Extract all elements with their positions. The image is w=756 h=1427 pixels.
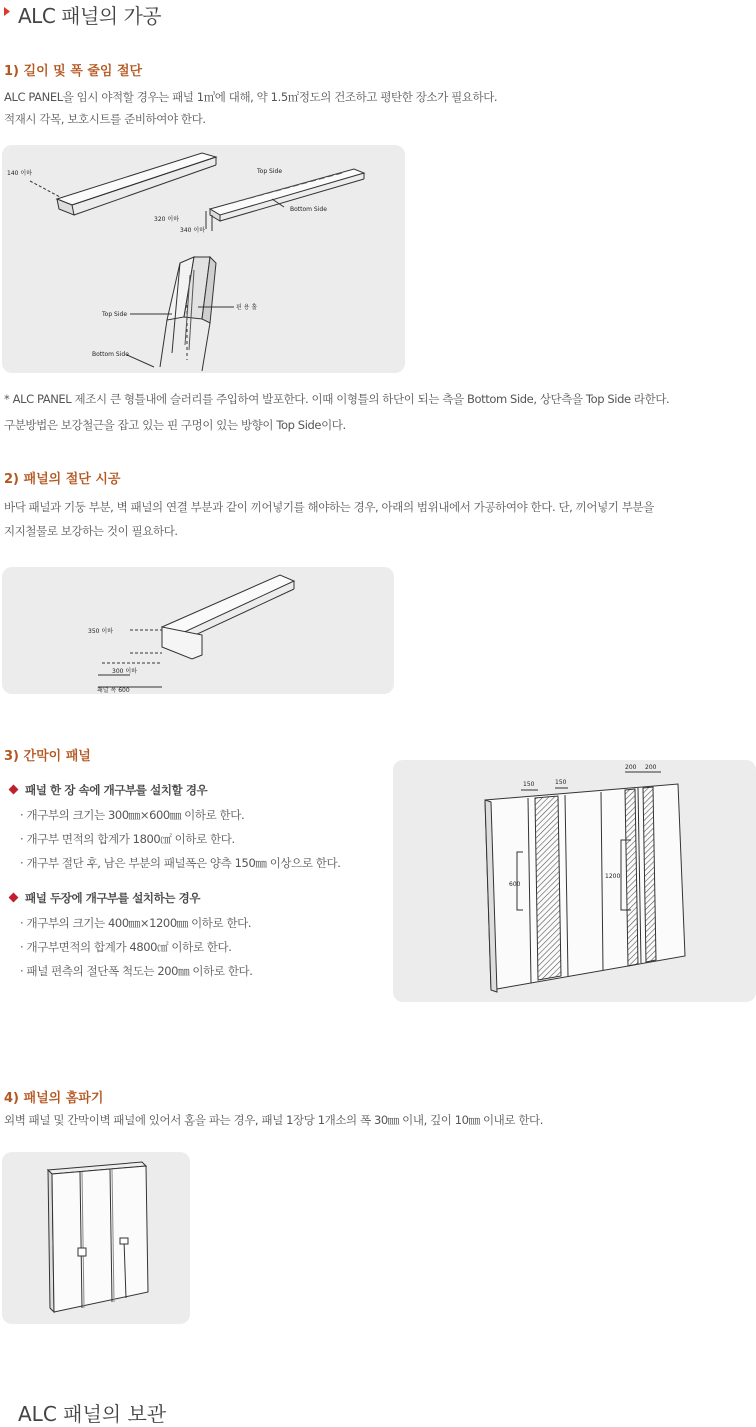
section-2-paragraph-2: 지지철물로 보강하는 것이 필요하다.	[4, 524, 178, 538]
section-2-paragraph-1: 바닥 패널과 기둥 부분, 벽 패널의 연결 부분과 같이 끼어넣기를 해야하는 경우, 아래의 범위내에서 가공하여야 한다. 단, 끼어넣기 부분을	[4, 500, 654, 514]
fig3-dim-150b: 150	[555, 779, 567, 786]
fig2-dim-300: 300 이하	[112, 668, 137, 675]
section-3-heading: 3) 간막이 패널	[4, 749, 91, 764]
fig3-dim-200a: 200	[625, 764, 637, 771]
fig3-dim-1200: 1200	[605, 873, 621, 880]
section-2-heading: 2) 패널의 절단 시공	[4, 472, 121, 487]
fig2-dim-350: 350 이하	[88, 628, 113, 635]
fig3-dim-200b: 200	[645, 764, 657, 771]
section-1-note-2: 구분방법은 보강철근을 잡고 있는 핀 구멍이 있는 방향이 Top Side이다.	[4, 418, 346, 432]
group-1-item-3: · 개구부 절단 후, 남은 부분의 패널폭은 양측 150㎜ 이상으로 한다.	[20, 856, 341, 870]
bullet-diamond-icon	[9, 893, 19, 903]
group-2-title: 패널 두장에 개구부를 설치하는 경우	[25, 891, 201, 905]
group-2-item-2: · 개구부면적의 합계가 4800㎠ 이하로 한다.	[20, 940, 232, 954]
figure-panel-cutting	[2, 145, 405, 373]
group-2-item-1: · 개구부의 크기는 400㎜×1200㎜ 이하로 한다.	[20, 916, 252, 930]
section-1-note-1: * ALC PANEL 제조시 큰 형틀내에 슬러리를 주입하여 발포한다. 이때 이형틀의 하단이 되는 측을 Bottom Side, 상단측을 Top Side 라한다.	[4, 392, 670, 406]
fig1-bottom-side-b: Bottom Side	[92, 351, 129, 358]
figure-grooving	[2, 1152, 190, 1324]
section-1-heading: 1) 길이 및 폭 줄임 절단	[4, 64, 143, 79]
fig3-dim-150a: 150	[523, 781, 535, 788]
fig3-dim-600: 600	[509, 881, 521, 888]
section-4-heading: 4) 패널의 홈파기	[4, 1091, 104, 1106]
page-title: ALC 패널의 가공	[18, 4, 162, 28]
fig1-dim-140: 140 이하	[7, 170, 32, 177]
next-section-title: ALC 패널의 보관	[18, 1402, 167, 1426]
section-4-paragraph-1: 외벽 패널 및 간막이벽 패널에 있어서 홈을 파는 경우, 패널 1장당 1개소의 폭 30㎜ 이내, 깊이 10㎜ 이내로 한다.	[4, 1113, 544, 1127]
fig1-top-side-a: Top Side	[257, 168, 283, 175]
fig2-dim-600: 패널 폭 600	[97, 687, 130, 694]
section-1-paragraph-1: ALC PANEL을 임시 야적할 경우는 패널 1㎥에 대해, 약 1.5㎡정도의 건조하고 평탄한 장소가 필요하다.	[4, 90, 498, 104]
bullet-diamond-icon	[9, 785, 19, 795]
figure-panel-notch	[2, 567, 394, 694]
fig1-dim-320: 320 이하	[154, 216, 179, 223]
fig1-bottom-side-a: Bottom Side	[290, 206, 327, 213]
fig1-top-side-b: Top Side	[102, 311, 128, 318]
group-1-item-2: · 개구부 면적의 합계가 1800㎠ 이하로 한다.	[20, 832, 235, 846]
group-2-item-3: · 패널 편측의 절단폭 척도는 200㎜ 이하로 한다.	[20, 964, 253, 978]
fig1-pin-hole: 핀 용 홀	[236, 304, 258, 311]
figure-partition-panels	[393, 760, 756, 1002]
fig1-dim-340: 340 이하	[180, 227, 205, 234]
section-1-paragraph-2: 적재시 각목, 보호시트를 준비하여야 한다.	[4, 112, 206, 126]
group-1-title: 패널 한 장 속에 개구부를 설치할 경우	[25, 783, 208, 797]
title-marker-icon	[4, 7, 10, 16]
group-1-item-1: · 개구부의 크기는 300㎜×600㎜ 이하로 한다.	[20, 808, 245, 822]
